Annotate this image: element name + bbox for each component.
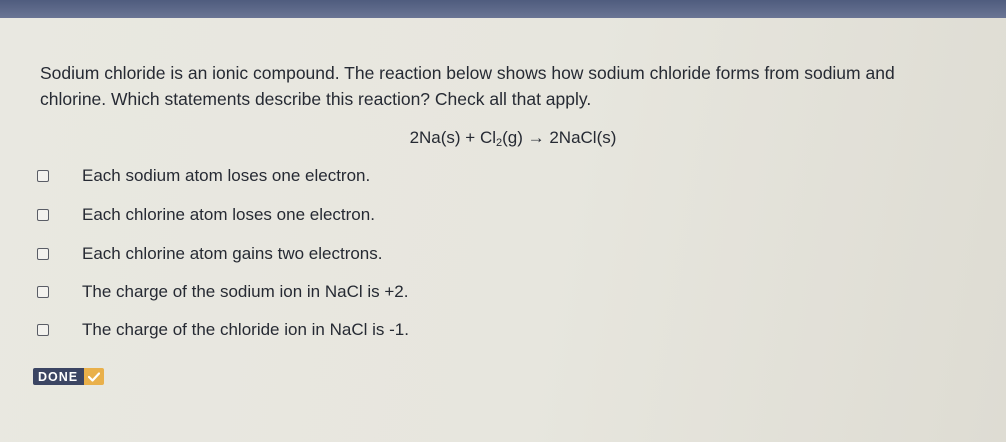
- option-checkbox[interactable]: [37, 324, 49, 336]
- option-label: Each chlorine atom gains two electrons.: [82, 244, 383, 263]
- equation-products: (g) → 2NaCl(s): [502, 128, 617, 147]
- question-text: Sodium chloride is an ionic compound. The reaction below shows how sodium chloride forms from sodium and chlorine. Which statements describe this reaction? Check all that apply.: [40, 63, 895, 109]
- option-label: The charge of the chloride ion in NaCl is -1.: [82, 320, 409, 339]
- checkmark-icon: [84, 368, 104, 385]
- option-checkbox[interactable]: [37, 209, 49, 221]
- option-1[interactable]: [37, 164, 370, 188]
- option-label: Each chlorine atom loses one electron.: [82, 205, 375, 224]
- option-checkbox[interactable]: [37, 286, 49, 298]
- option-label: Each sodium atom loses one electron.: [82, 166, 371, 185]
- option-4[interactable]: [37, 280, 408, 304]
- done-button-label: DONE: [33, 368, 84, 385]
- option-label: The charge of the sodium ion in NaCl is +2.: [82, 282, 409, 301]
- done-button[interactable]: [33, 368, 104, 385]
- chemical-equation: [0, 128, 1006, 149]
- top-bar: [0, 0, 1006, 18]
- equation-reactants: 2Na(s) + Cl: [409, 128, 496, 147]
- option-checkbox[interactable]: [37, 170, 49, 182]
- option-2[interactable]: [37, 203, 375, 227]
- option-5[interactable]: [37, 318, 409, 342]
- option-checkbox[interactable]: [37, 248, 49, 260]
- question-card: [0, 18, 1006, 442]
- equation-subscript: 2: [496, 137, 503, 149]
- option-3[interactable]: [37, 242, 383, 266]
